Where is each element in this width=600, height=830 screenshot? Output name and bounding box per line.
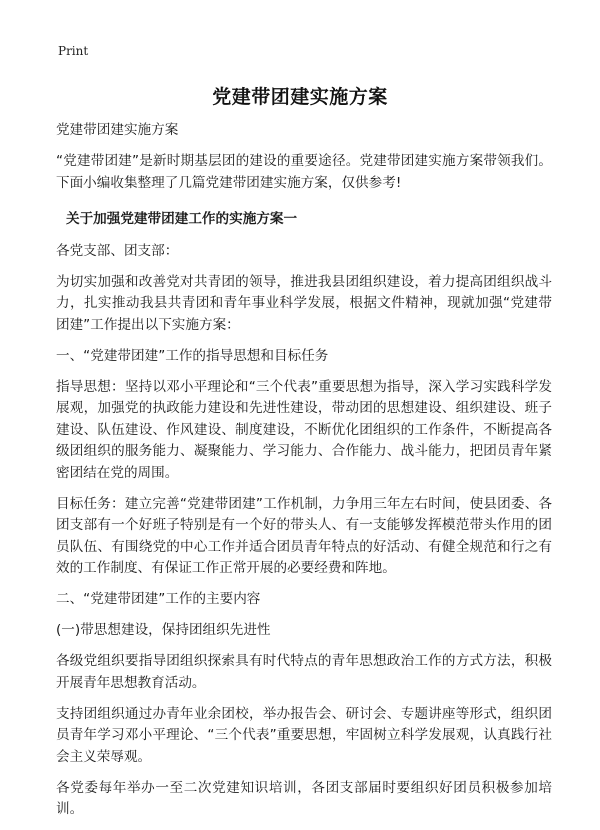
document-title: 党建带团建实施方案 <box>212 86 388 108</box>
section-heading: 一、“党建带团建”工作的指导思想和目标任务 <box>56 347 329 364</box>
body-paragraph: 目标任务：建立完善“党建带团建”工作机制，力争用三年左右时间，使县团委、各团支部有一个好班子特别是有一个好的带头人、有一支能够发挥模范带头作用的团员队伍、有围绕党的中心工作并适合团员青年特点的好活动、有健全规范和行之有效的工作制度、有保证工作正常开展的必要经费和阵地。 <box>56 495 552 576</box>
section-heading: 二、“党建带团建”工作的主要内容 <box>56 591 261 607</box>
body-paragraph: 为切实加强和改善党对共青团的领导，推进我县团组织建设，着力提高团组织战斗力，扎实推动我县共青团和青年事业科学发展，根据文件精神，现就加强“党建带团建”工作提出以下实施方案： <box>56 273 552 333</box>
body-paragraph: 各党委每年举办一至二次党建知识培训，各团支部届时要组织好团员积极参加培训。 <box>56 779 552 817</box>
salutation: 各党支部、团支部： <box>56 242 179 259</box>
body-paragraph: 各级党组织要指导团组织探索具有时代特点的青年思想政治工作的方式方法，积极开展青年思想教育活动。 <box>56 653 552 691</box>
document-body <box>56 120 552 830</box>
body-paragraph: 支持团组织通过办青年业余团校，举办报告会、研讨会、专题讲座等形式，组织团员青年学习邓小平理论、“三个代表”重要思想，牢固树立科学发展观，认真践行社会主义荣辱观。 <box>56 705 552 765</box>
print-link[interactable]: Print <box>58 44 89 58</box>
body-paragraph: 指导思想：坚持以邓小平理论和“三个代表”重要思想为指导，深入学习实践科学发展观，加强党的执政能力建设和先进性建设，带动团的思想建设、组织建设、班子建设、队伍建设、作风建设、制度建设，不断优化团组织的工作条件，不断提高各级团组织的服务能力、凝聚能力、学习能力、合作能力、战斗能力，把团员青年紧密团结在党的周围。 <box>56 378 552 481</box>
document-subtitle: 党建带团建实施方案 <box>56 122 179 138</box>
intro-paragraph: “党建带团建”是新时期基层团的建设的重要途径。党建带团建实施方案带领我们。下面小编收集整理了几篇党建带团建实施方案，仅供参考! <box>56 153 552 191</box>
section-title: 关于加强党建带团建工作的实施方案一 <box>66 211 298 227</box>
subsection-heading: (一)带思想建设，保持团组织先进性 <box>56 622 271 638</box>
